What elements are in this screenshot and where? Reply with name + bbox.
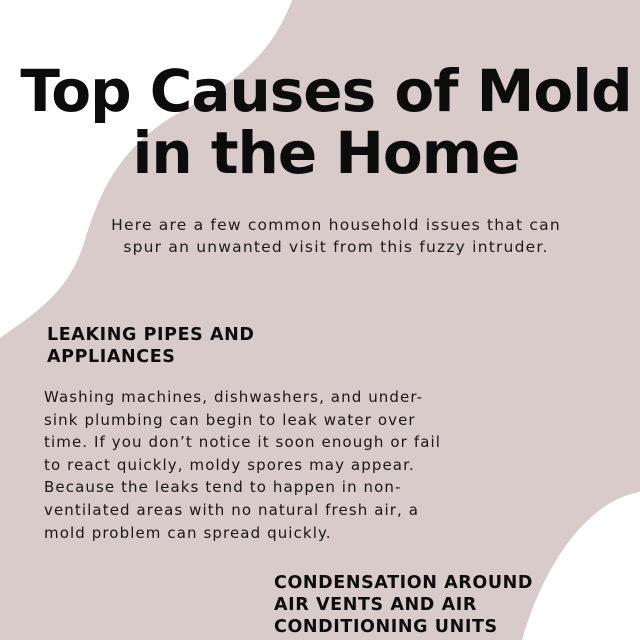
section-heading-leaking-pipes	[47, 324, 255, 368]
page-title	[6, 57, 640, 187]
heading-line: APPLIANCES	[47, 347, 176, 367]
section-body-leaking-pipes	[44, 386, 441, 544]
body-line: mold problem can spread quickly.	[44, 523, 332, 542]
heading-line: LEAKING PIPES AND	[47, 325, 255, 345]
subtitle-line-2: spur an unwanted visit from this fuzzy intruder.	[123, 238, 549, 256]
body-line: time. If you don’t notice it soon enough or fail	[44, 433, 442, 452]
title-line-1: Top Causes of Mold	[20, 57, 632, 125]
section-heading-condensation	[274, 572, 533, 638]
body-line: Because the leaks tend to happen in non-	[44, 478, 402, 497]
subtitle-line-1: Here are a few common household issues that can	[111, 216, 561, 234]
body-line: to react quickly, moldy spores may appear.	[44, 455, 415, 474]
title-line-2: in the Home	[132, 119, 520, 187]
intro-subtitle	[60, 214, 612, 258]
heading-line: CONDENSATION AROUND	[274, 573, 534, 593]
body-line: sink plumbing can begin to leak water over	[44, 410, 416, 429]
heading-line: AIR VENTS AND AIR	[274, 595, 477, 615]
body-line: ventilated areas with no natural fresh air, a	[44, 500, 420, 519]
heading-line: CONDITIONING UNITS	[274, 617, 498, 637]
body-line: Washing machines, dishwashers, and under-	[44, 388, 424, 406]
